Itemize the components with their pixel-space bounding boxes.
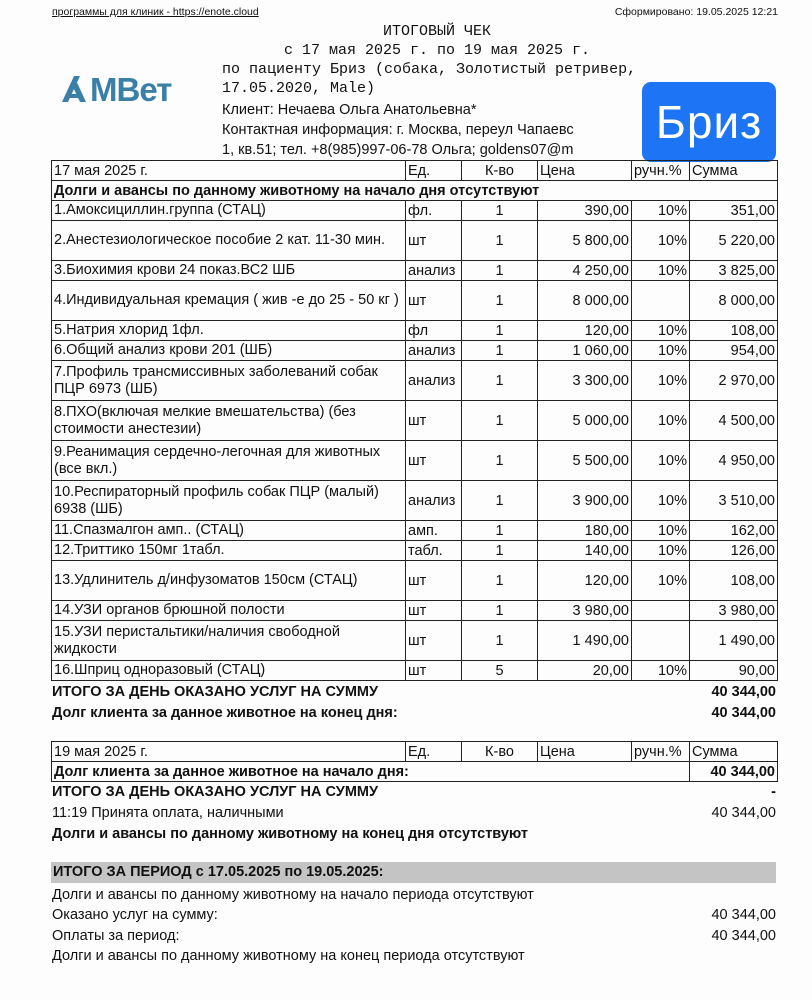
period-services-label: Оказано услуг на сумму: bbox=[52, 907, 218, 923]
patient-line-2: 17.05.2020, Male) bbox=[222, 80, 376, 97]
service-unit: анализ bbox=[406, 341, 462, 361]
service-unit: шт bbox=[406, 441, 462, 481]
generated-timestamp: Сформировано: 19.05.2025 12:21 bbox=[614, 6, 778, 18]
service-row bbox=[52, 661, 778, 681]
service-name: 3.Биохимия крови 24 показ.ВС2 ШБ bbox=[52, 261, 406, 281]
service-row bbox=[52, 561, 778, 601]
day1-debt-label: Долг клиента за данное животное на конец дня: bbox=[52, 705, 398, 721]
service-row bbox=[52, 321, 778, 341]
day1-services-table bbox=[51, 160, 778, 681]
service-discount: 10% bbox=[632, 541, 690, 561]
service-price: 8 000,00 bbox=[538, 281, 632, 321]
day2-debt-start-row bbox=[52, 762, 778, 782]
service-price: 120,00 bbox=[538, 561, 632, 601]
period-closing-line bbox=[52, 946, 776, 966]
service-unit: анализ bbox=[406, 361, 462, 401]
service-discount: 10% bbox=[632, 201, 690, 221]
service-price: 5 800,00 bbox=[538, 221, 632, 261]
day2-closing-note: Долги и авансы по данному животному на конец дня отсутствуют bbox=[52, 826, 529, 842]
service-price: 180,00 bbox=[538, 521, 632, 541]
service-qty: 1 bbox=[462, 481, 538, 521]
service-discount: 10% bbox=[632, 401, 690, 441]
receipt-period: с 17 мая 2025 г. по 19 мая 2025 г. bbox=[283, 42, 591, 59]
contact-line-2: 1, кв.51; тел. +8(985)997-06-78 Ольга; goldens07@m bbox=[222, 142, 574, 158]
software-link[interactable]: программы для клиник - https://enote.cloud bbox=[52, 6, 259, 18]
day2-debt-start-value: 40 344,00 bbox=[690, 762, 778, 782]
service-sum: 126,00 bbox=[690, 541, 778, 561]
day1-opening-note: Долги и авансы по данному животному на начало дня отсутствуют bbox=[52, 181, 778, 201]
service-unit: табл. bbox=[406, 541, 462, 561]
service-discount: 10% bbox=[632, 661, 690, 681]
service-row bbox=[52, 441, 778, 481]
service-discount bbox=[632, 601, 690, 621]
service-sum: 108,00 bbox=[690, 561, 778, 601]
service-qty: 1 bbox=[462, 541, 538, 561]
service-row bbox=[52, 281, 778, 321]
service-name: 9.Реанимация сердечно-легочная для животных (все вкл.) bbox=[52, 441, 406, 481]
service-unit: анализ bbox=[406, 481, 462, 521]
day2-closing-line bbox=[52, 824, 776, 844]
clinic-logo bbox=[60, 70, 210, 106]
svg-text:MВет: MВет bbox=[90, 71, 172, 106]
service-name: 1.Амоксициллин.группа (СТАЦ) bbox=[52, 201, 406, 221]
col-price: Цена bbox=[538, 161, 632, 181]
service-qty: 1 bbox=[462, 601, 538, 621]
day1-opening-note-row bbox=[52, 181, 778, 201]
day2-total-line bbox=[52, 782, 776, 802]
day1-date: 17 мая 2025 г. bbox=[52, 161, 406, 181]
service-sum: 1 490,00 bbox=[690, 621, 778, 661]
period-payments-line bbox=[52, 926, 776, 946]
service-sum: 4 950,00 bbox=[690, 441, 778, 481]
service-qty: 1 bbox=[462, 521, 538, 541]
service-qty: 1 bbox=[462, 261, 538, 281]
service-unit: шт bbox=[406, 621, 462, 661]
service-sum: 108,00 bbox=[690, 321, 778, 341]
service-sum: 5 220,00 bbox=[690, 221, 778, 261]
period-payments-value: 40 344,00 bbox=[711, 928, 776, 944]
period-title: ИТОГО ЗА ПЕРИОД с 17.05.2025 по 19.05.2025: bbox=[51, 862, 776, 883]
day2-total-value: - bbox=[771, 784, 776, 800]
service-discount: 10% bbox=[632, 481, 690, 521]
day2-header-row bbox=[52, 742, 778, 762]
day2-col-sum: Сумма bbox=[690, 742, 778, 762]
service-price: 390,00 bbox=[538, 201, 632, 221]
service-name: 7.Профиль трансмиссивных заболеваний собак ПЦР 6973 (ШБ) bbox=[52, 361, 406, 401]
patient-line-1: по пациенту Бриз (собака, Золотистый ретривер, bbox=[222, 61, 637, 78]
day2-payment-label: 11:19 Принята оплата, наличными bbox=[52, 805, 284, 821]
service-name: 6.Общий анализ крови 201 (ШБ) bbox=[52, 341, 406, 361]
day2-col-discount: ручн.% bbox=[632, 742, 690, 762]
service-row bbox=[52, 621, 778, 661]
service-row bbox=[52, 601, 778, 621]
service-qty: 1 bbox=[462, 621, 538, 661]
service-unit: шт bbox=[406, 561, 462, 601]
day1-debt-line bbox=[52, 703, 776, 723]
service-sum: 2 970,00 bbox=[690, 361, 778, 401]
service-row bbox=[52, 221, 778, 261]
pet-name-badge: Бриз bbox=[642, 82, 776, 162]
service-price: 3 300,00 bbox=[538, 361, 632, 401]
service-qty: 1 bbox=[462, 441, 538, 481]
service-price: 1 490,00 bbox=[538, 621, 632, 661]
service-price: 3 980,00 bbox=[538, 601, 632, 621]
service-sum: 162,00 bbox=[690, 521, 778, 541]
service-qty: 1 bbox=[462, 401, 538, 441]
service-qty: 1 bbox=[462, 361, 538, 401]
service-discount: 10% bbox=[632, 221, 690, 261]
service-row bbox=[52, 361, 778, 401]
day2-col-unit: Ед. bbox=[406, 742, 462, 762]
day2-debt-start-label: Долг клиента за данное животное на начало дня: bbox=[52, 762, 690, 782]
col-qty: К-во bbox=[462, 161, 538, 181]
service-name: 12.Триттико 150мг 1табл. bbox=[52, 541, 406, 561]
service-unit: фл bbox=[406, 321, 462, 341]
service-sum: 4 500,00 bbox=[690, 401, 778, 441]
service-name: 13.Удлинитель д/инфузоматов 150см (СТАЦ) bbox=[52, 561, 406, 601]
service-qty: 1 bbox=[462, 341, 538, 361]
client-name: Клиент: Нечаева Ольга Анатольевна* bbox=[222, 102, 477, 118]
service-discount: 10% bbox=[632, 441, 690, 481]
service-name: 10.Респираторный профиль собак ПЦР (малый) 6938 (ШБ) bbox=[52, 481, 406, 521]
day2-total-label: ИТОГО ЗА ДЕНЬ ОКАЗАНО УСЛУГ НА СУММУ bbox=[52, 784, 378, 800]
client-contacts bbox=[222, 100, 642, 160]
service-qty: 1 bbox=[462, 561, 538, 601]
period-services-line bbox=[52, 905, 776, 925]
period-services-value: 40 344,00 bbox=[711, 907, 776, 923]
service-price: 120,00 bbox=[538, 321, 632, 341]
day2-payment-line bbox=[52, 803, 776, 823]
service-qty: 1 bbox=[462, 321, 538, 341]
col-discount: ручн.% bbox=[632, 161, 690, 181]
service-unit: шт bbox=[406, 281, 462, 321]
contact-line-1: Контактная информация: г. Москва, переул Чапаевс bbox=[222, 122, 574, 138]
service-row bbox=[52, 481, 778, 521]
service-unit: анализ bbox=[406, 261, 462, 281]
period-closing-note: Долги и авансы по данному животному на конец периода отсутствуют bbox=[52, 948, 525, 964]
service-price: 140,00 bbox=[538, 541, 632, 561]
col-sum: Сумма bbox=[690, 161, 778, 181]
service-price: 3 900,00 bbox=[538, 481, 632, 521]
service-discount: 10% bbox=[632, 321, 690, 341]
col-unit: Ед. bbox=[406, 161, 462, 181]
service-sum: 3 510,00 bbox=[690, 481, 778, 521]
service-qty: 1 bbox=[462, 201, 538, 221]
service-sum: 351,00 bbox=[690, 201, 778, 221]
service-discount bbox=[632, 621, 690, 661]
receipt-header bbox=[222, 22, 692, 98]
service-price: 5 500,00 bbox=[538, 441, 632, 481]
service-discount: 10% bbox=[632, 561, 690, 601]
service-discount: 10% bbox=[632, 341, 690, 361]
day1-total-line bbox=[52, 682, 776, 702]
service-row bbox=[52, 261, 778, 281]
service-row bbox=[52, 541, 778, 561]
top-bar bbox=[52, 6, 778, 22]
period-opening-note: Долги и авансы по данному животному на начало периода отсутствуют bbox=[52, 887, 534, 903]
day2-col-price: Цена bbox=[538, 742, 632, 762]
service-discount bbox=[632, 281, 690, 321]
day1-debt-value: 40 344,00 bbox=[711, 705, 776, 721]
service-sum: 3 980,00 bbox=[690, 601, 778, 621]
service-sum: 954,00 bbox=[690, 341, 778, 361]
service-name: 4.Индивидуальная кремация ( жив -е до 25 - 50 кг ) bbox=[52, 281, 406, 321]
day1-total-label: ИТОГО ЗА ДЕНЬ ОКАЗАНО УСЛУГ НА СУММУ bbox=[52, 684, 378, 700]
service-discount: 10% bbox=[632, 361, 690, 401]
period-opening-line bbox=[52, 885, 776, 905]
day2-col-qty: К-во bbox=[462, 742, 538, 762]
service-price: 1 060,00 bbox=[538, 341, 632, 361]
service-sum: 90,00 bbox=[690, 661, 778, 681]
service-row bbox=[52, 341, 778, 361]
receipt-title: ИТОГОВЫЙ ЧЕК bbox=[382, 23, 492, 40]
service-discount: 10% bbox=[632, 261, 690, 281]
day2-payment-value: 40 344,00 bbox=[711, 805, 776, 821]
day1-total-value: 40 344,00 bbox=[711, 684, 776, 700]
service-unit: шт bbox=[406, 221, 462, 261]
service-price: 5 000,00 bbox=[538, 401, 632, 441]
service-row bbox=[52, 201, 778, 221]
day1-header-row bbox=[52, 161, 778, 181]
service-price: 20,00 bbox=[538, 661, 632, 681]
service-unit: амп. bbox=[406, 521, 462, 541]
service-name: 2.Анестезиологическое пособие 2 кат. 11-30 мин. bbox=[52, 221, 406, 261]
service-row bbox=[52, 521, 778, 541]
service-unit: фл. bbox=[406, 201, 462, 221]
service-qty: 5 bbox=[462, 661, 538, 681]
service-discount: 10% bbox=[632, 521, 690, 541]
service-price: 4 250,00 bbox=[538, 261, 632, 281]
service-row bbox=[52, 401, 778, 441]
service-name: 16.Шприц одноразовый (СТАЦ) bbox=[52, 661, 406, 681]
service-unit: шт bbox=[406, 601, 462, 621]
service-sum: 3 825,00 bbox=[690, 261, 778, 281]
service-name: 11.Спазмалгон амп.. (СТАЦ) bbox=[52, 521, 406, 541]
service-name: 8.ПХО(включая мелкие вмешательства) (без стоимости анестезии) bbox=[52, 401, 406, 441]
service-unit: шт bbox=[406, 401, 462, 441]
service-qty: 1 bbox=[462, 221, 538, 261]
period-payments-label: Оплаты за период: bbox=[52, 928, 180, 944]
service-name: 15.УЗИ перистальтики/наличия свободной жидкости bbox=[52, 621, 406, 661]
service-name: 14.УЗИ органов брюшной полости bbox=[52, 601, 406, 621]
day2-table bbox=[51, 741, 778, 782]
service-qty: 1 bbox=[462, 281, 538, 321]
service-unit: шт bbox=[406, 661, 462, 681]
service-sum: 8 000,00 bbox=[690, 281, 778, 321]
day2-date: 19 мая 2025 г. bbox=[52, 742, 406, 762]
service-name: 5.Натрия хлорид 1фл. bbox=[52, 321, 406, 341]
